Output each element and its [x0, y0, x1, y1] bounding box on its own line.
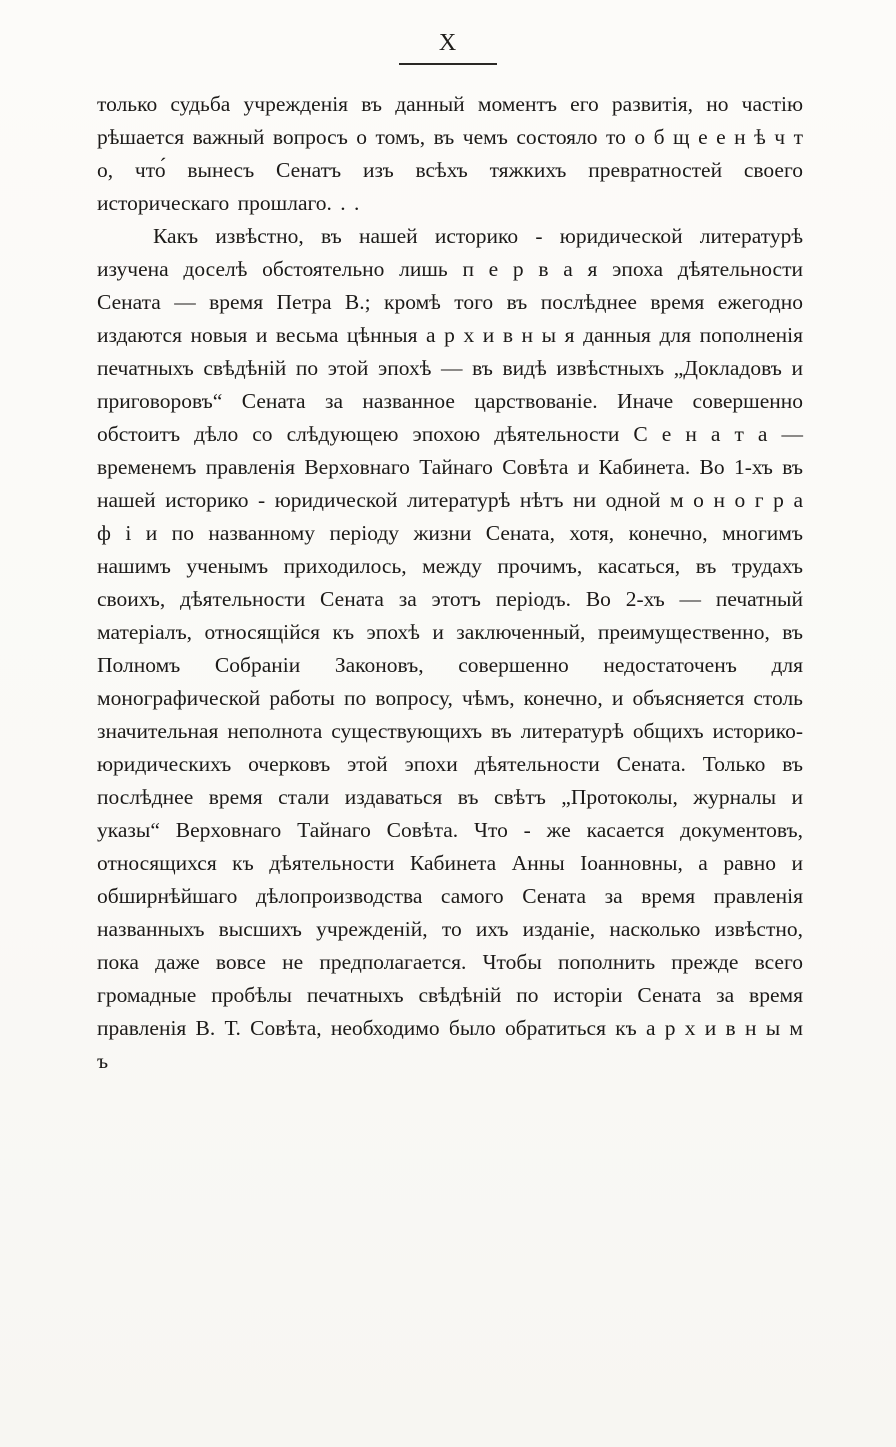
page-header: [0, 30, 896, 65]
paragraph-continuation: только судьба учрежденія въ данный моментъ его развитія, но частію рѣшается важный вопросъ о томъ, въ чемъ состояло то о б щ е е н ѣ ч т о, что́ вынесъ Сенатъ изъ всѣхъ тяжкихъ превратностей своего историческаго прошлаго. . .: [97, 92, 803, 215]
paragraph-main: Какъ извѣстно, въ нашей историко - юридической литературѣ изучена доселѣ обстоятельно лишь п е р в а я эпоха дѣятельности Сената — время Петра В.; кромѣ того въ послѣднее время ежегодно издаются новыя и весьма цѣнныя а р х и в н ы я данныя для пополненія печатныхъ свѣдѣній по этой эпохѣ — въ видѣ извѣстныхъ „Докладовъ и приговоровъ“ Сената за названное царствованіе. Иначе совершенно обстоитъ дѣло со слѣдующею эпохою дѣятельности С е н а т а — временемъ правленія Верховнаго Тайнаго Совѣта и Кабинета. Во 1-хъ въ нашей историко - юридической литературѣ нѣтъ ни одной м о н о г р а ф і и по названному періоду жизни Сената, хотя, конечно, многимъ нашимъ ученымъ приходилось, между прочимъ, касаться, въ трудахъ своихъ, дѣятельности Сената за этотъ періодъ. Во 2-хъ — печатный матеріалъ, относящійся къ эпохѣ и заключенный, преимущественно, въ Полномъ Собраніи Законовъ, совершенно недостаточенъ для монографической работы по вопросу, чѣмъ, конечно, и объясняется столь значительная неполнота существующихъ въ литературѣ общихъ историко-юридическихъ очерковъ этой эпохи дѣятельности Сената. Только въ послѣднее время стали издаваться въ свѣтъ „Протоколы, журналы и указы“ Верховнаго Тайнаго Совѣта. Что - же касается документовъ, относящихся къ дѣятельности Кабинета Анны Іоанновны, а равно и обширнѣйшаго дѣлопроизводства самого Сената за время правленія названныхъ высшихъ учрежденій, то ихъ изданіе, насколько извѣстно, пока даже вовсе не предполагается. Чтобы пополнить прежде всего громадные пробѣлы печатныхъ свѣдѣній по исторіи Сената за время правленія В. Т. Совѣта, необходимо было обратиться къ а р х и в н ы м ъ: [97, 224, 803, 1073]
text-block: [97, 88, 803, 1078]
page-number: X: [399, 30, 497, 65]
